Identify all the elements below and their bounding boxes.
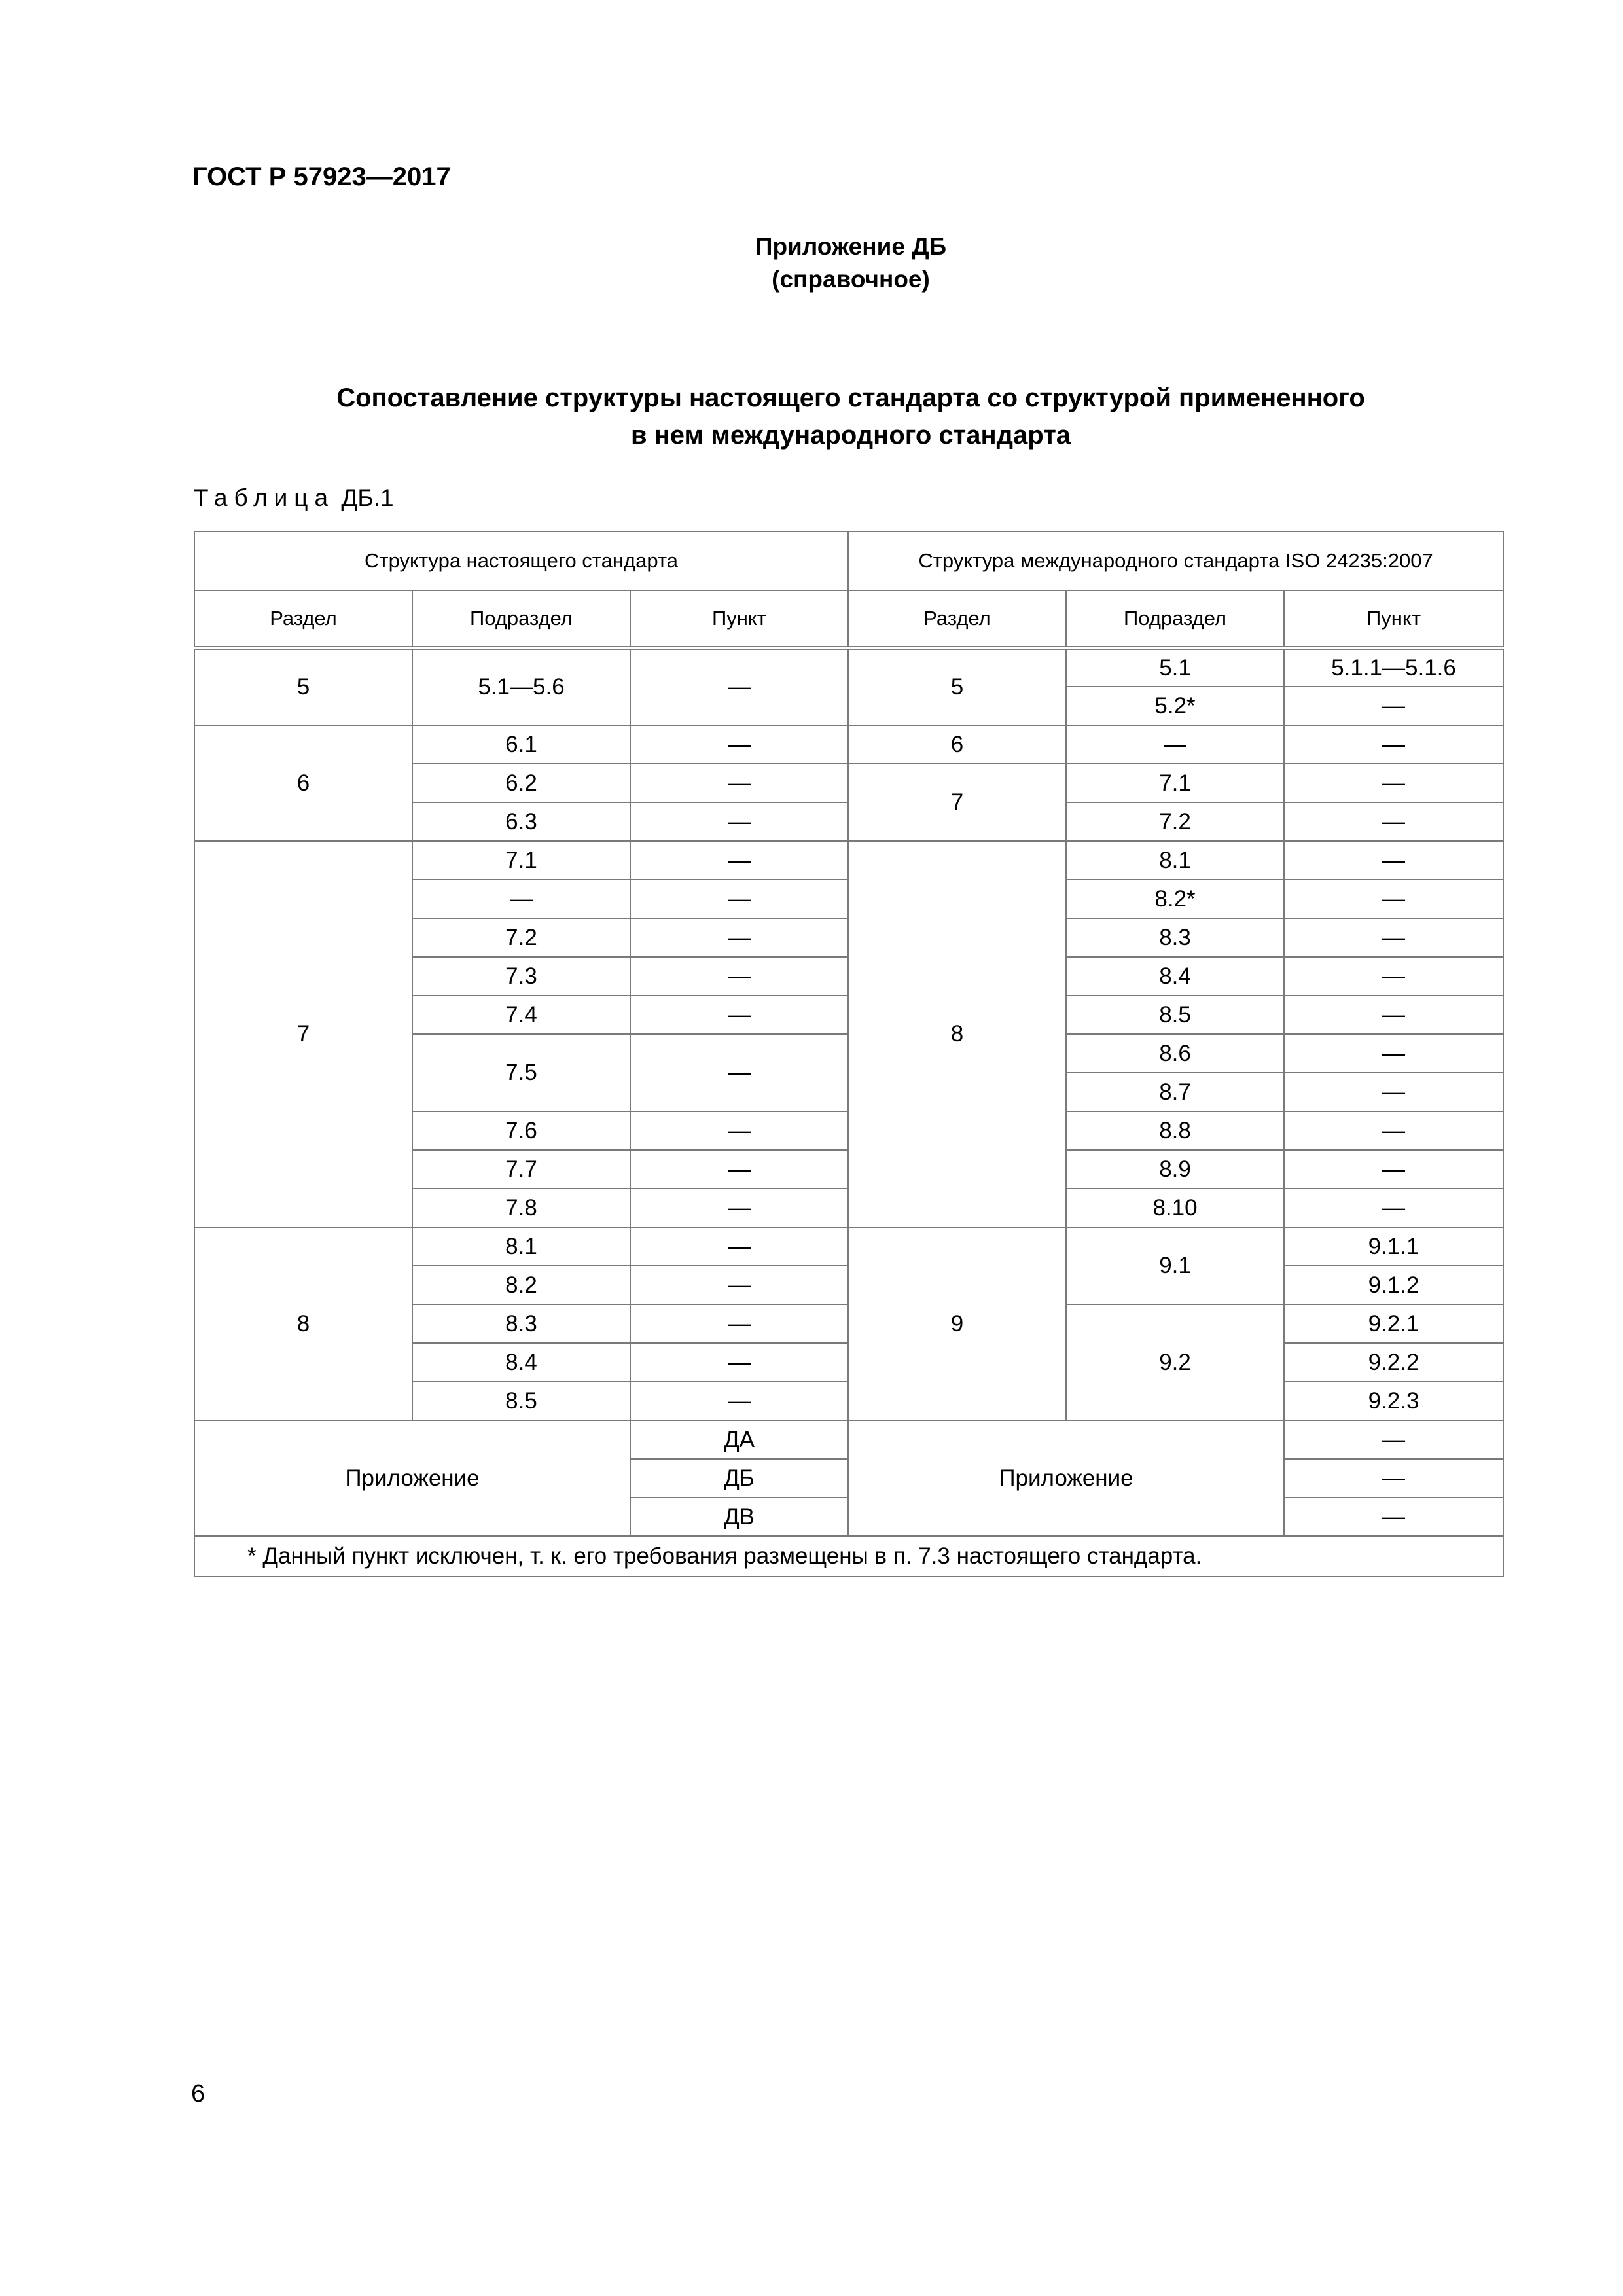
cell: — bbox=[630, 1150, 848, 1189]
cell: 9.2.3 bbox=[1284, 1382, 1503, 1420]
cell: 6 bbox=[848, 725, 1066, 764]
table-column-header-row bbox=[194, 590, 1503, 648]
cell: 8.6 bbox=[1066, 1034, 1284, 1073]
cell: ДВ bbox=[630, 1498, 848, 1536]
document-title bbox=[0, 380, 1623, 454]
cell: Приложение bbox=[194, 1420, 630, 1536]
cell: — bbox=[1284, 1498, 1503, 1536]
col-header-subsection: Подраздел bbox=[412, 590, 630, 648]
cell: — bbox=[1284, 880, 1503, 918]
table-footnote: * Данный пункт исключен, т. к. его требования размещены в п. 7.3 настоящего стандарта. bbox=[194, 1536, 1503, 1577]
cell: — bbox=[1284, 996, 1503, 1034]
title-line-2: в нем международного стандарта bbox=[630, 421, 1071, 450]
cell: 7.1 bbox=[1066, 764, 1284, 802]
cell: — bbox=[1284, 1073, 1503, 1111]
table-caption-word: Таблица bbox=[194, 484, 335, 511]
cell: 9.1.2 bbox=[1284, 1266, 1503, 1304]
cell: 9.2.2 bbox=[1284, 1343, 1503, 1382]
cell: ДБ bbox=[630, 1459, 848, 1498]
cell: 5.2* bbox=[1066, 687, 1284, 725]
table-row bbox=[194, 725, 1503, 764]
table-caption-number: ДБ.1 bbox=[341, 484, 394, 511]
cell: 5 bbox=[194, 648, 412, 725]
cell: 5.1 bbox=[1066, 648, 1284, 687]
page-number: 6 bbox=[191, 2080, 205, 2108]
title-line-1: Сопоставление структуры настоящего стандарта со структурой примененного bbox=[336, 384, 1365, 412]
cell: 7.1 bbox=[412, 841, 630, 880]
cell: 8 bbox=[848, 841, 1066, 1227]
cell: 8.5 bbox=[1066, 996, 1284, 1034]
cell: — bbox=[630, 880, 848, 918]
cell: 5 bbox=[848, 648, 1066, 725]
cell: 7.5 bbox=[412, 1034, 630, 1111]
col-header-iso-clause: Пункт bbox=[1284, 590, 1503, 648]
table-row bbox=[194, 841, 1503, 880]
cell: — bbox=[1066, 725, 1284, 764]
cell: 7 bbox=[194, 841, 412, 1227]
cell: 5.1.1—5.1.6 bbox=[1284, 648, 1503, 687]
cell: 9.1.1 bbox=[1284, 1227, 1503, 1266]
structure-comparison-table bbox=[194, 531, 1504, 1577]
table-footnote-row bbox=[194, 1536, 1503, 1577]
cell: 9.1 bbox=[1066, 1227, 1284, 1304]
cell: — bbox=[1284, 957, 1503, 996]
cell: — bbox=[1284, 687, 1503, 725]
cell: 5.1—5.6 bbox=[412, 648, 630, 725]
cell: 7.4 bbox=[412, 996, 630, 1034]
cell: 8.10 bbox=[1066, 1189, 1284, 1227]
cell: 9 bbox=[848, 1227, 1066, 1420]
cell: — bbox=[1284, 1150, 1503, 1189]
cell: 6.1 bbox=[412, 725, 630, 764]
cell: — bbox=[630, 996, 848, 1034]
cell: 8.5 bbox=[412, 1382, 630, 1420]
annex-heading bbox=[0, 230, 1623, 296]
cell: — bbox=[630, 1382, 848, 1420]
cell: 7.3 bbox=[412, 957, 630, 996]
cell: 8 bbox=[194, 1227, 412, 1420]
cell: — bbox=[1284, 1034, 1503, 1073]
cell: 6 bbox=[194, 725, 412, 841]
cell: 8.3 bbox=[412, 1304, 630, 1343]
cell: — bbox=[630, 764, 848, 802]
group-header-iso-standard: Структура международного стандарта ISO 24235:2007 bbox=[848, 531, 1503, 590]
cell: 8.8 bbox=[1066, 1111, 1284, 1150]
cell: 7.7 bbox=[412, 1150, 630, 1189]
cell: — bbox=[630, 725, 848, 764]
cell: — bbox=[1284, 802, 1503, 841]
col-header-clause: Пункт bbox=[630, 590, 848, 648]
cell: — bbox=[630, 918, 848, 957]
group-header-this-standard: Структура настоящего стандарта bbox=[194, 531, 848, 590]
cell: 7.6 bbox=[412, 1111, 630, 1150]
cell: — bbox=[630, 1304, 848, 1343]
standard-code: ГОСТ Р 57923—2017 bbox=[192, 162, 451, 191]
col-header-iso-subsection: Подраздел bbox=[1066, 590, 1284, 648]
cell: — bbox=[1284, 841, 1503, 880]
cell: 8.2 bbox=[412, 1266, 630, 1304]
cell: — bbox=[1284, 725, 1503, 764]
cell: 8.1 bbox=[1066, 841, 1284, 880]
cell: — bbox=[630, 957, 848, 996]
cell: 8.4 bbox=[1066, 957, 1284, 996]
cell: — bbox=[1284, 918, 1503, 957]
table-row bbox=[194, 648, 1503, 687]
cell: 8.2* bbox=[1066, 880, 1284, 918]
cell: — bbox=[630, 1266, 848, 1304]
cell: ДА bbox=[630, 1420, 848, 1459]
cell: — bbox=[1284, 1459, 1503, 1498]
cell: 6.2 bbox=[412, 764, 630, 802]
cell: — bbox=[1284, 764, 1503, 802]
col-header-iso-section: Раздел bbox=[848, 590, 1066, 648]
cell: 8.9 bbox=[1066, 1150, 1284, 1189]
cell: — bbox=[1284, 1111, 1503, 1150]
cell: 8.7 bbox=[1066, 1073, 1284, 1111]
col-header-section: Раздел bbox=[194, 590, 412, 648]
cell: — bbox=[630, 802, 848, 841]
cell: — bbox=[630, 841, 848, 880]
cell: 7.2 bbox=[412, 918, 630, 957]
cell: — bbox=[1284, 1420, 1503, 1459]
annex-kind: (справочное) bbox=[772, 266, 930, 293]
cell: 6.3 bbox=[412, 802, 630, 841]
cell: — bbox=[630, 1343, 848, 1382]
cell: Приложение bbox=[848, 1420, 1284, 1536]
table-group-header-row bbox=[194, 531, 1503, 590]
cell: 7.8 bbox=[412, 1189, 630, 1227]
cell: — bbox=[630, 1227, 848, 1266]
cell: 7 bbox=[848, 764, 1066, 841]
table-row bbox=[194, 1420, 1503, 1459]
table-caption bbox=[194, 484, 394, 512]
cell: 9.2.1 bbox=[1284, 1304, 1503, 1343]
annex-label: Приложение ДБ bbox=[755, 233, 947, 260]
cell: 7.2 bbox=[1066, 802, 1284, 841]
cell: — bbox=[412, 880, 630, 918]
cell: — bbox=[630, 1111, 848, 1150]
cell: 8.1 bbox=[412, 1227, 630, 1266]
cell: 8.4 bbox=[412, 1343, 630, 1382]
cell: — bbox=[630, 1189, 848, 1227]
cell: 9.2 bbox=[1066, 1304, 1284, 1420]
cell: — bbox=[630, 648, 848, 725]
cell: — bbox=[1284, 1189, 1503, 1227]
table-row bbox=[194, 1227, 1503, 1266]
cell: — bbox=[630, 1034, 848, 1111]
cell: 8.3 bbox=[1066, 918, 1284, 957]
